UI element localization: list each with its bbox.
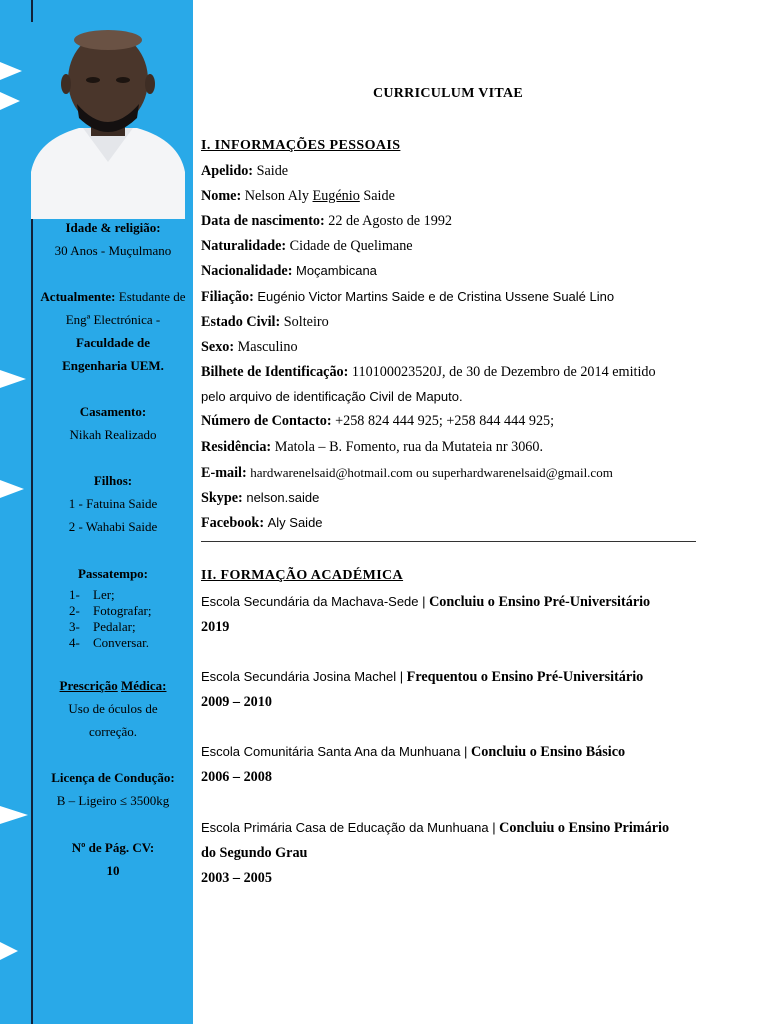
age-religion-block [33,216,193,262]
license-block [33,766,193,812]
medical-label-1: Prescrição [59,678,118,693]
children-block [33,469,193,538]
hobby-item: 2- Fotografar; [69,603,152,618]
children-label: Filhos: [93,473,133,488]
skype-row: Skype: nelson.saide [201,490,320,506]
hobbies-label: Passatempo: [77,566,149,581]
sex-row: Sexo: Masculino [201,339,298,355]
contact-row: Número de Contacto: +258 824 444 925; +258 844 444 925; [201,413,555,429]
education-years: 2019 [201,619,230,635]
education-years: 2009 – 2010 [201,694,272,710]
id-card-continuation: pelo arquivo de identificação Civil de Maputo. [201,389,463,404]
age-religion-value: 30 Anos - Muçulmano [54,243,172,258]
education-entry: Escola Secundária Josina Machel | Frequentou o Ensino Pré-Universitário [201,669,644,685]
decorative-spike [0,480,24,498]
academic-heading: II. FORMAÇÃO ACADÉMICA [201,568,404,583]
nationality-row: Nacionalidade: Moçambicana [201,263,377,279]
surname-row: Apelido: Saide [201,163,289,179]
education-years: 2006 – 2008 [201,769,272,785]
child-item: 2 - Wahabi Saide [68,519,158,534]
decorative-spike [0,92,20,110]
cv-title: CURRICULUM VITAE [372,86,524,101]
cv-pages-block [33,836,193,882]
decorative-spike [0,62,22,80]
cv-pages-label: Nº de Pág. CV: [71,840,155,855]
current-value: Estudante de Engª Electrónica - [65,289,186,327]
age-religion-label: Idade & religião: [65,220,161,235]
current-occupation-block [33,285,193,377]
education-entry: Escola Primária Casa de Educação da Munhuana | Concluiu o Ensino Primário [201,820,670,836]
section-divider [201,541,696,542]
hobby-item: 1- Ler; [69,587,115,602]
medical-label-2: Médica: [121,678,167,693]
child-item: 1 - Fatuina Saide [68,496,158,511]
personal-info-heading: I. INFORMAÇÕES PESSOAIS [201,138,401,153]
current-label: Actualmente: [40,289,116,304]
decorative-spike [0,370,26,388]
education-entry: Escola Comunitária Santa Ana da Munhuana | Concluiu o Ensino Básico [201,744,626,760]
license-label: Licença de Condução: [51,770,175,785]
medical-block [33,674,193,743]
education-entry: Escola Secundária da Machava-Sede | Concluiu o Ensino Pré-Universitário [201,594,651,610]
parents-row: Filiação: Eugénio Victor Martins Saide e de Cristina Ussene Sualé Lino [201,289,615,305]
marital-status-row: Estado Civil: Solteiro [201,314,329,330]
current-faculty: Faculdade de Engenharia UEM. [62,335,164,373]
name-row: Nome: Nelson Aly Eugénio Saide [201,188,395,204]
hobbies-list [33,587,193,651]
marriage-block [33,400,193,446]
marriage-value: Nikah Realizado [69,427,157,442]
id-card-row: Bilhete de Identificação: 110100023520J, de 30 de Dezembro de 2014 emitido [201,364,656,380]
facebook-row: Facebook: Aly Saide [201,515,323,531]
education-years: 2003 – 2005 [201,870,272,886]
residence-row: Residência: Matola – B. Fomento, rua da Mutateia nr 3060. [201,439,544,455]
hobbies-block [33,562,193,651]
license-value: B – Ligeiro ≤ 3500kg [56,793,170,808]
email-link[interactable]: hardwarenelsaid@hotmail.com ou superhardwarenelsaid@gmail.com [250,465,613,480]
cv-pages-value: 10 [106,863,120,878]
birthplace-row: Naturalidade: Cidade de Quelimane [201,238,413,254]
hobby-item: 3- Pedalar; [69,619,136,634]
medical-value: Uso de óculos de correção. [68,701,158,739]
hobby-item: 4- Conversar. [69,635,149,650]
marriage-label: Casamento: [79,404,147,419]
education-course-continuation: do Segundo Grau [201,845,308,861]
birthdate-row: Data de nascimento: 22 de Agosto de 1992 [201,213,453,229]
decorative-spike [0,806,28,824]
email-row: E-mail: hardwarenelsaid@hotmail.com ou superhardwarenelsaid@gmail.com [201,465,613,481]
profile-photo [31,22,185,219]
decorative-spike [0,942,18,960]
